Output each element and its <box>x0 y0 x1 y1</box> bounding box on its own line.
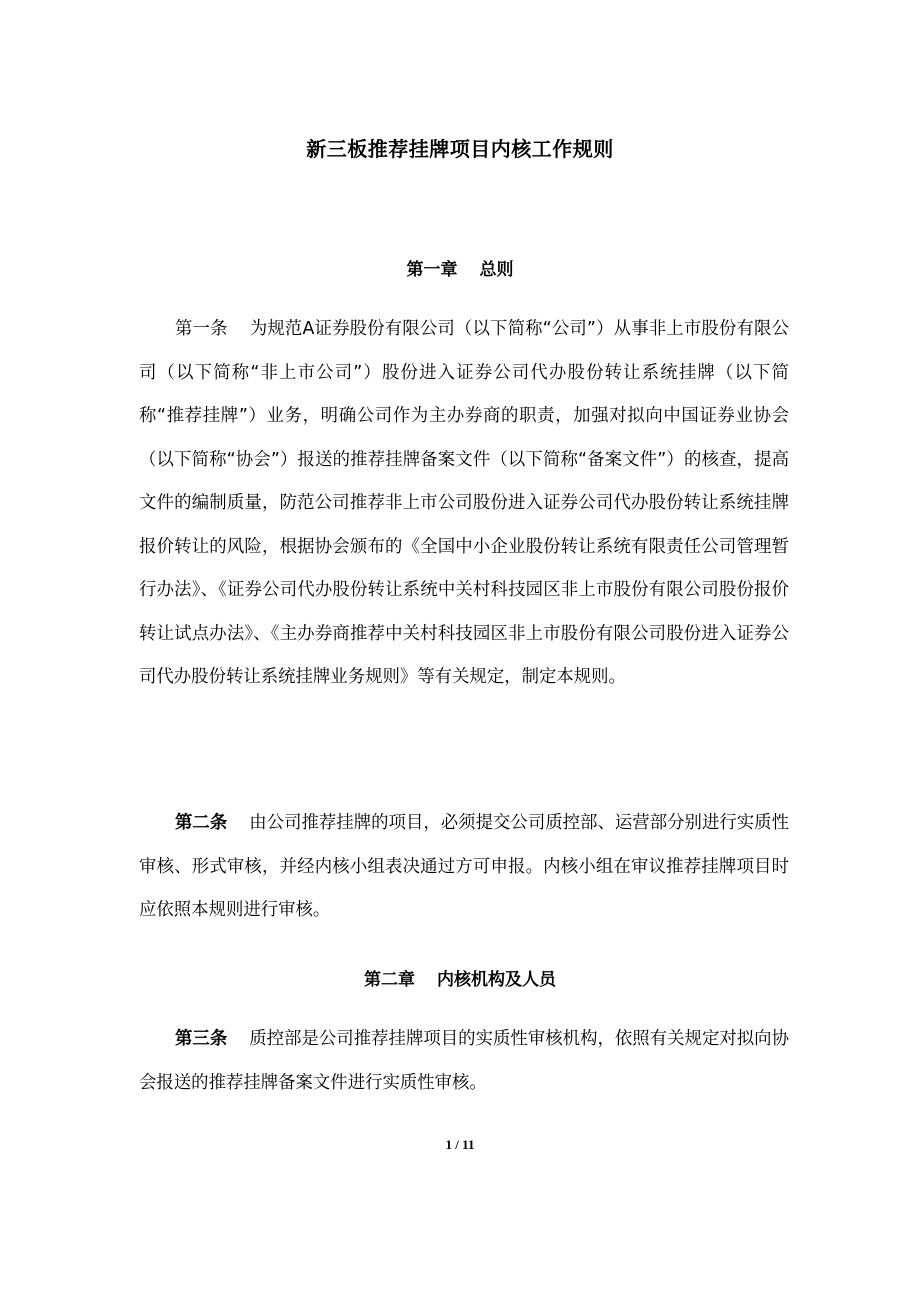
article-label: 第一条 <box>175 319 228 339</box>
chapter-name: 总则 <box>479 260 514 280</box>
page-number: 1 / 11 <box>445 1137 475 1152</box>
article-1 <box>139 308 789 700</box>
article-text: 质控部是公司推荐挂牌项目的实质性审核机构，依照有关规定对拟向协会报送的推荐挂牌备案文件进行实质性审核。 <box>139 1029 789 1093</box>
article-label: 第三条 <box>175 1029 228 1049</box>
document-title: 新三板推荐挂牌项目内核工作规则 <box>306 137 614 161</box>
chapter-number: 第一章 <box>406 260 458 280</box>
chapter-heading-1 <box>0 257 920 283</box>
chapter-name: 内核机构及人员 <box>437 970 556 990</box>
article-3 <box>139 1018 789 1105</box>
article-2 <box>139 802 789 933</box>
chapter-heading-2 <box>0 967 920 993</box>
article-text: 为规范A证券股份有限公司（以下简称“公司”）从事非上市股份有限公司（以下简称“非上市公司”）股份进入证券公司代办股份转让系统挂牌（以下简称“推荐挂牌”）业务，明确公司作为主办券商的职责，加强对拟向中国证券业协会（以下简称“协会”）报送的推荐挂牌备案文件（以下简称“备案文件”）的核查，提高文件的编制质量，防范公司推荐非上市公司股份进入证券公司代办股份转让系统挂牌报价转让的风险，根据协会颁布的《全国中小企业股份转让系统有限责任公司管理暂行办法》、《证券公司代办股份转让系统中关村科技园区非上市股份有限公司股份报价转让试点办法》、《主办券商推荐中关村科技园区非上市股份有限公司股份进入证券公司代办股份转让系统挂牌业务规则》等有关规定，制定本规则。 <box>139 319 789 687</box>
chapter-number: 第二章 <box>364 970 415 990</box>
article-text: 由公司推荐挂牌的项目，必须提交公司质控部、运营部分别进行实质性审核、形式审核，并经内核小组表决通过方可申报。内核小组在审议推荐挂牌项目时应依照本规则进行审核。 <box>139 813 789 920</box>
article-label: 第二条 <box>175 813 228 833</box>
